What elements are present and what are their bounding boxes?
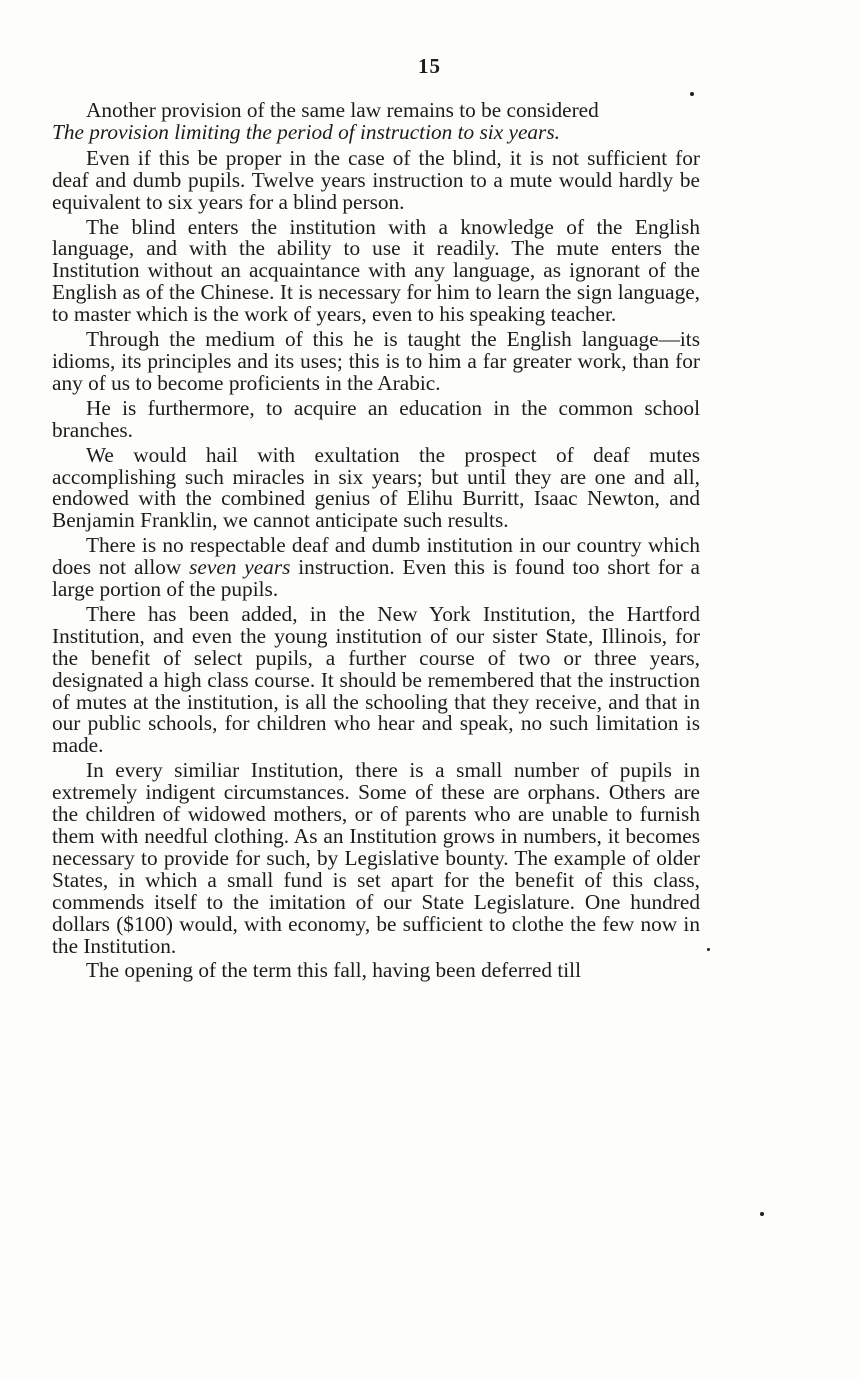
seven-years-tail: instruction. Even this is found too short for a large portion of the pupils. <box>52 555 700 602</box>
paragraph-term-opening: The opening of the term this fall, having been deferred till <box>86 958 581 983</box>
paragraph-blind-comparison: Even if this be proper in the case of the blind, it is not sufficient for deaf and dumb pupils. Twelve years instruction to a mute would hardly be equivalent to six years for a blind person. <box>52 145 700 214</box>
seven-years-lead: There is no respectable deaf and dumb institution in our country which does not allow <box>52 533 700 580</box>
print-speck <box>707 948 710 951</box>
page-number: 15 <box>418 54 441 78</box>
body-text <box>52 100 700 985</box>
paragraph-high-class-course: There has been added, in the New York Institution, the Hartford Institution, and even the young institution of our sister State, Illinois, for the benefit of select pupils, a further course of two or three years, designated a high class course. It should be remembered that the instruction of mutes at the institution, is all the schooling that they receive, and that in our public schools, for children who hear and speak, no such limitation is made. <box>52 601 700 758</box>
intro-emphasis: The provision limiting the period of instruction to six years. <box>52 119 560 144</box>
seven-years-emphasis: seven years <box>189 555 291 580</box>
paragraph-language-acquisition: The blind enters the institution with a knowledge of the English language, and with the ability to use it readily. The mute enters the Institution without an acquaintance with any language, as ignorant of the English as of the Chinese. It is necessary for him to learn the sign language, to master which is the work of years, even to his speaking teacher. <box>52 214 700 327</box>
print-speck <box>760 1212 764 1216</box>
paragraph-indigent-pupils: In every similiar Institution, there is a small number of pupils in extremely indigent circumstances. Some of these are orphans. Others are the children of widowed mothers, or of parents who are unable to furnish them with needful clothing. As an Institution grows in numbers, it becomes necessary to provide for such, by Legislative bounty. The example of older States, in which a small fund is set apart for the benefit of this class, commends itself to the imitation of our State Legislature. One hundred dollars ($100) would, with economy, be sufficient to clothe the few now in the Institution. <box>52 758 700 958</box>
intro-paragraph: Another provision of the same law remains to be considered <box>86 98 599 122</box>
paragraph-seven-years <box>52 535 700 601</box>
print-speck <box>690 92 694 96</box>
paragraph-english-instruction: Through the medium of this he is taught the English language—its idioms, its principles and its uses; this is to him a far greater work, than for any of us to become proficients in the Arabic. <box>52 327 700 395</box>
paragraph-common-school: He is furthermore, to acquire an education in the common school branches. <box>52 395 700 442</box>
paragraph-miracles: We would hail with exultation the prospect of deaf mutes accomplishing such miracles in six years; but until they are one and all, endowed with the combined genius of Elihu Burritt, Isaac Newton, and Benjamin Franklin, we cannot anticipate such results. <box>52 442 700 533</box>
